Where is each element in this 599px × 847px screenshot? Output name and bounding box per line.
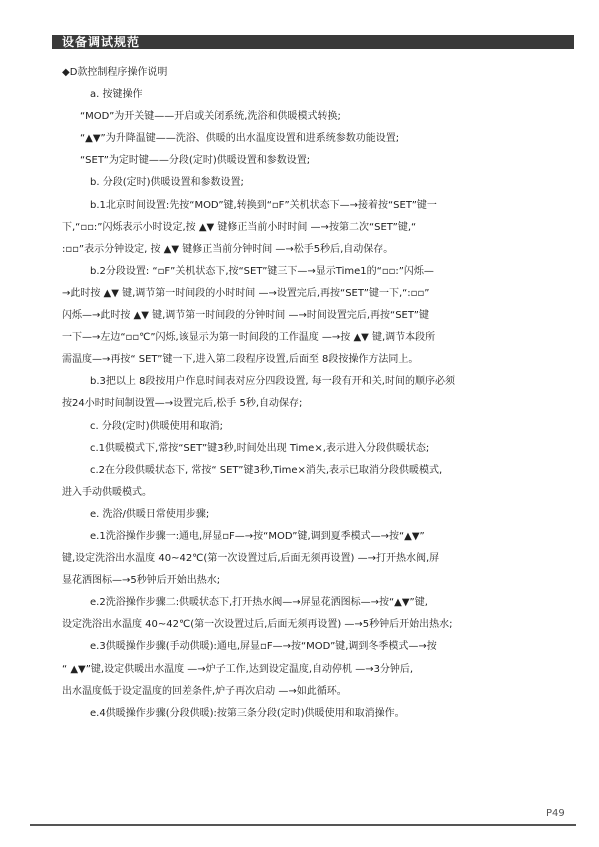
page-number: P49 — [546, 808, 565, 819]
text-line: c.2在分段供暖状态下, 常按“ SET”键3秒,Time×消失,表示已取消分段供暖模式, — [90, 464, 443, 476]
text-line: b.1北京时间设置:先按“MOD”键,转换到“▫F”关机状态下—→接着按“SET”键一 — [90, 199, 437, 211]
text-line: “ ▲▼”键,设定供暖出水温度 —→炉子工作,达到设定温度,自动停机 —→3分钟后, — [62, 663, 414, 675]
text-line: 键,设定洗浴出水温度 40~42℃(第一次设置过后,后面无须再设置) —→打开热水阀,屏 — [62, 553, 440, 565]
text-line: 下,“▫▫:”闪烁表示小时设定,按 ▲▼ 键修正当前小时时间 —→按第二次“SET”键,“ — [62, 221, 417, 233]
text-line: 一下—→左边“▫▫℃”闪烁,该显示为第一时间段的工作温度 —→按 ▲▼ 键,调节本段所 — [62, 332, 436, 344]
text-line: b.2分段设置: “▫F”关机状态下,按“SET”键三下—→显示Time1的“▫▫:”闪烁— — [90, 265, 434, 277]
text-line: c.1供暖模式下,常按“SET”键3秒,时间处出现 Time×,表示进入分段供暖状态; — [90, 442, 430, 454]
text-line: a. 按键操作 — [90, 89, 143, 101]
document-body — [62, 62, 568, 725]
text-line: 出水温度低于设定温度的回差条件,炉子再次启动 —→如此循环。 — [62, 685, 347, 697]
text-line: c. 分段(定时)供暖使用和取消; — [90, 420, 224, 432]
text-line: 闪烁—→此时按 ▲▼ 键,调节第一时间段的分钟时间 —→时间设置完后,再按“SET”键 — [62, 310, 429, 322]
text-line: 设定洗浴出水温度 40~42℃(第一次设置过后,后面无须再设置) —→5秒钟后开始出热水; — [62, 619, 453, 631]
text-line: “MOD”为开关键——开启或关闭系统,洗浴和供暖模式转换; — [80, 111, 341, 123]
instruction-lines — [62, 84, 568, 725]
text-line: e.4供暖操作步骤(分段供暖):按第三条分段(定时)供暖使用和取消操作。 — [90, 707, 405, 719]
text-line: “▲▼”为升降温键——洗浴、供暖的出水温度设置和进系统参数功能设置; — [80, 133, 400, 145]
page-header-title: 设备调试规范 — [62, 35, 141, 49]
text-line: →此时按 ▲▼ 键,调节第一时间段的小时时间 —→设置完后,再按“SET”键一下,“:▫▫” — [62, 287, 430, 299]
text-line: b.3把以上 8段按用户作息时间表对应分四段设置, 每一段有开和关,时间的顺序必须 — [90, 376, 455, 388]
text-line: “SET”为定时键——分段(定时)供暖设置和参数设置; — [80, 155, 311, 167]
text-line: :▫▫”表示分钟设定, 按 ▲▼ 键修正当前分钟时间 —→松手5秒后,自动保存。 — [62, 243, 394, 255]
text-line: e.3供暖操作步骤(手动供暖):通电,屏显▫F—→按“MOD”键,调到冬季模式—→按 — [90, 641, 437, 653]
text-line: e.2洗浴操作步骤二:供暖状态下,打开热水阀—→屏显花洒图标—→按“▲▼”键, — [90, 597, 428, 609]
text-line: 显花洒图标—→5秒钟后开始出热水; — [62, 575, 221, 587]
text-line: 进入手动供暖模式。 — [62, 486, 152, 498]
text-line: e.1洗浴操作步骤一:通电,屏显▫F—→按“MOD”键,调到夏季模式—→按“▲▼” — [90, 530, 425, 542]
section-title: ◆D款控制程序操作说明 — [62, 67, 168, 78]
text-line: e. 洗浴/供暖日常使用步骤; — [90, 508, 210, 520]
text-line: 按24小时时间制设置—→设置完后,松手 5秒,自动保存; — [62, 398, 303, 410]
footer-rule — [30, 824, 576, 826]
text-line: 需温度—→再按“ SET”键一下,进入第二段程序设置,后面至 8段按操作方法同上。 — [62, 354, 419, 366]
text-line: b. 分段(定时)供暖设置和参数设置; — [90, 177, 244, 189]
